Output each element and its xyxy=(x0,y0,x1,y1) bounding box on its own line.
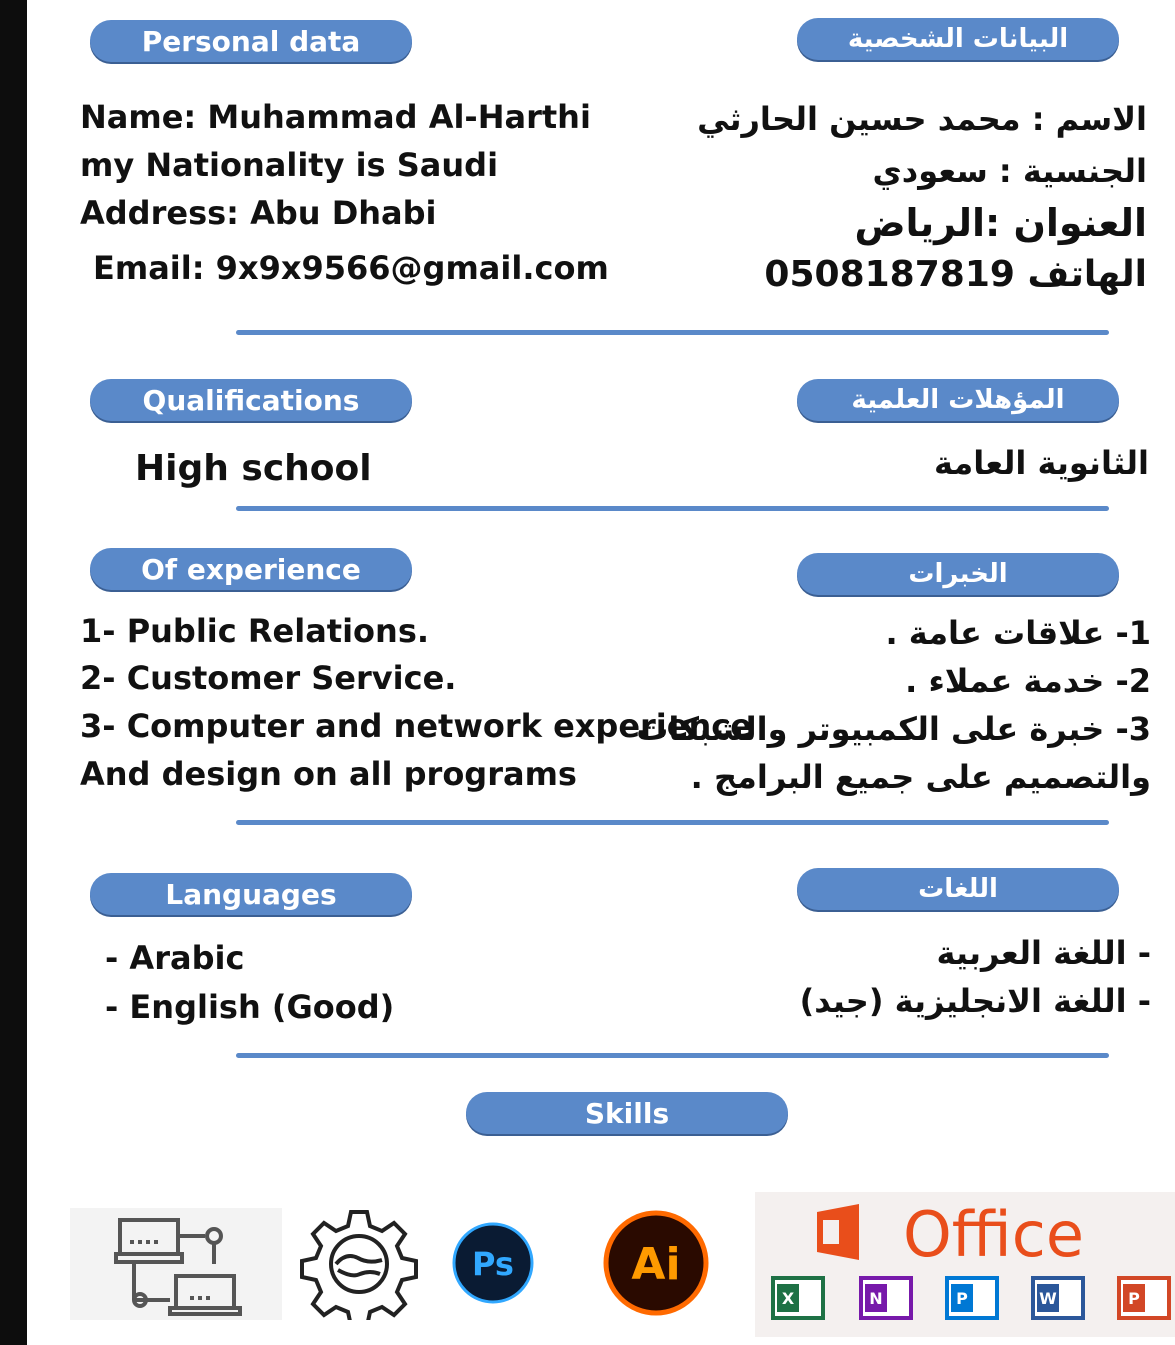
experience-item-1-ar: 1- علاقات عامة . xyxy=(885,614,1151,652)
experience-item-2: 2- Customer Service. xyxy=(80,659,457,697)
qualifications-heading: Qualifications xyxy=(90,379,412,421)
experience-item-1: 1- Public Relations. xyxy=(80,612,430,650)
name-line: Name: Muhammad Al-Harthi xyxy=(80,98,591,136)
phone-line-ar: الهاتف 0508187819 xyxy=(764,254,1147,295)
divider xyxy=(236,820,1109,825)
nationality-line: my Nationality is Saudi xyxy=(80,146,499,184)
personal-data-heading-ar: البيانات الشخصية xyxy=(797,18,1119,60)
qualifications-heading-ar: المؤهلات العلمية xyxy=(797,379,1119,421)
experience-item-3: 3- Computer and network experience xyxy=(80,707,752,745)
personal-data-heading: Personal data xyxy=(90,20,412,62)
svg-text:Office: Office xyxy=(903,1198,1084,1271)
email-line: Email: 9x9x9566@gmail.com xyxy=(93,249,609,287)
gear-handshake-icon xyxy=(296,1208,421,1320)
divider xyxy=(236,1053,1109,1058)
experience-heading: Of experience xyxy=(90,548,412,590)
svg-text:Ai: Ai xyxy=(631,1239,681,1290)
svg-text:X: X xyxy=(781,1289,795,1308)
photoshop-icon xyxy=(452,1222,534,1304)
experience-heading-ar: الخبرات xyxy=(797,553,1119,595)
address-line-ar: العنوان :الرياض xyxy=(854,201,1147,245)
svg-text:N: N xyxy=(869,1289,883,1308)
qualification-value: High school xyxy=(135,448,372,489)
experience-item-3-ar: 3- خبرة على الكمبيوتر والشبكات xyxy=(636,710,1151,748)
language-item-1: - Arabic xyxy=(105,939,245,977)
office-icon xyxy=(755,1192,1175,1337)
languages-heading: Languages xyxy=(90,873,412,915)
svg-text:W: W xyxy=(1039,1289,1057,1308)
name-line-ar: الاسم : محمد حسين الحارثي xyxy=(697,100,1147,138)
svg-text:P: P xyxy=(956,1289,968,1308)
experience-item-3-cont-ar: والتصميم على جميع البرامج . xyxy=(690,758,1151,796)
svg-text:Ps: Ps xyxy=(472,1245,514,1283)
language-item-2: - English (Good) xyxy=(105,988,395,1026)
language-item-1-ar: - اللغة العربية xyxy=(936,934,1151,972)
svg-text:P: P xyxy=(1128,1289,1140,1308)
illustrator-icon xyxy=(602,1208,710,1318)
skills-heading: Skills xyxy=(466,1092,788,1134)
qualification-value-ar: الثانوية العامة xyxy=(934,444,1149,482)
experience-item-3-cont: And design on all programs xyxy=(80,755,577,793)
address-line: Address: Abu Dhabi xyxy=(80,194,437,232)
left-edge-bar xyxy=(0,0,27,1345)
divider xyxy=(236,506,1109,511)
nationality-line-ar: الجنسية : سعودي xyxy=(872,152,1147,190)
experience-item-2-ar: 2- خدمة عملاء . xyxy=(905,662,1151,700)
languages-heading-ar: اللغات xyxy=(797,868,1119,910)
network-icon xyxy=(70,1208,282,1320)
language-item-2-ar: - اللغة الانجليزية (جيد) xyxy=(799,982,1151,1020)
divider xyxy=(236,330,1109,335)
